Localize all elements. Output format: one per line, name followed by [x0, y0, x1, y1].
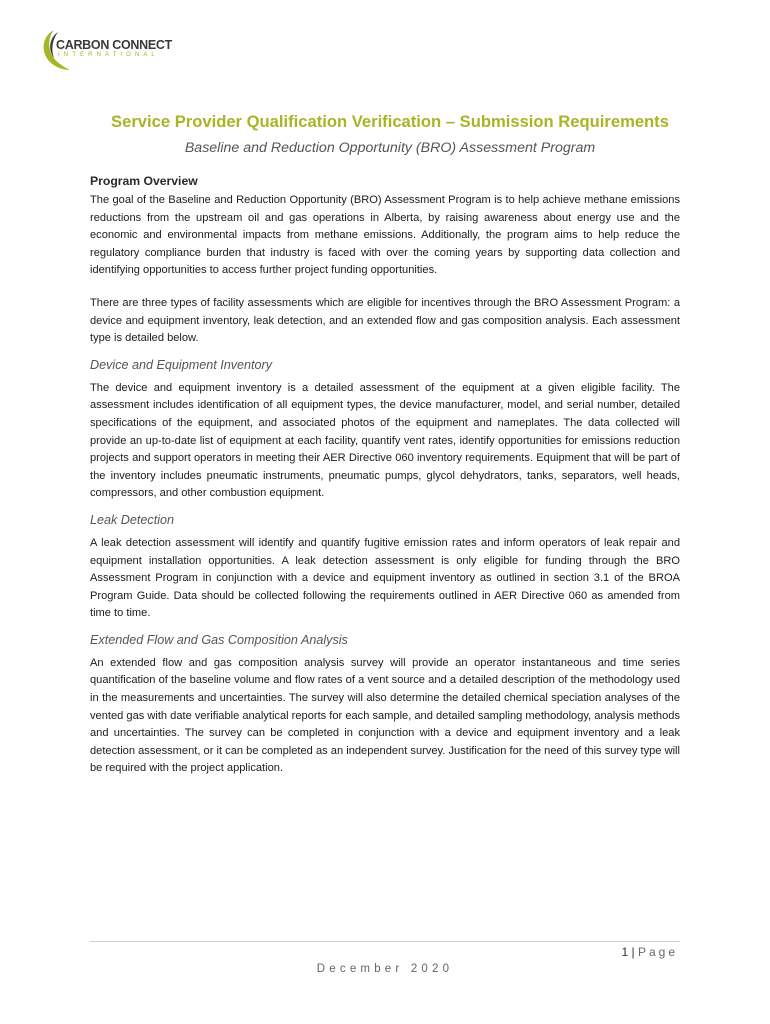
overview-paragraph-1: The goal of the Baseline and Reduction Opportunity (BRO) Assessment Program is to help achieve methane emissions reductions from the upstream oil and gas operations in Alberta, by raising awareness about energy use and the economic and environmental impacts from methane emissions. Additionally, the program aims to help reduce the regulatory compliance burden that industry is faced with over the coming years by supporting data collection and identifying opportunities to access further project funding opportunities.	[90, 194, 680, 277]
page-number-separator: |	[631, 945, 635, 959]
overview-paragraph-2: There are three types of facility assessments which are eligible for incentives through the BRO Assessment Program: a device and equipment inventory, leak detection, and an extended flow and gas composition analysis. Each assessment type is detailed below.	[90, 296, 680, 345]
footer-date: December 2020	[316, 963, 454, 975]
logo-wordmark: CARBON CONNECT	[56, 38, 172, 52]
logo-subtitle: INTERNATIONAL	[58, 52, 159, 58]
device-paragraph: The device and equipment inventory is a detailed assessment of the equipment at a given eligible facility. The assessment includes identification of all equipment types, the device manufacturer, model, and serial number, detailed specifications of the equipment, and associated photos of the equipment and nameplates. The data collected will provide an up-to-date list of equipment at each facility, quantify vent rates, identify opportunities for emissions reduction projects and support operators in meeting their AER Directive 060 inventory requirements. Equipment that will be part of the inventory includes pneumatic instruments, pneumatic pumps, glycol dehydrators, tanks, separators, well heads, compressors, and other combustion equipment.	[90, 381, 680, 500]
document-body	[90, 172, 680, 778]
page-number	[621, 945, 678, 959]
page-label: Page	[637, 945, 678, 959]
heading-device-inventory: Device and Equipment Inventory	[90, 357, 273, 372]
document-subtitle: Baseline and Reduction Opportunity (BRO) Assessment Program	[184, 140, 596, 156]
heading-leak-detection: Leak Detection	[90, 512, 175, 527]
page-number-value: 1	[621, 945, 629, 959]
footer-divider	[90, 941, 680, 942]
heading-extended-flow: Extended Flow and Gas Composition Analysis	[90, 632, 348, 647]
leak-paragraph: A leak detection assessment will identify and quantify fugitive emission rates and inform operators of leak repair and equipment installation opportunities. A leak detection assessment is only eligible for funding through the BRO Assessment Program in conjunction with a device and equipment inventory as outlined in section 3.1 of the BROA Program Guide. Data should be collected following the requirements outlined in AER Directive 060 as amended from time to time.	[90, 536, 680, 620]
document-title: Service Provider Qualification Verification – Submission Requirements	[111, 112, 669, 131]
company-logo	[40, 26, 180, 76]
extended-paragraph: An extended flow and gas composition analysis survey will provide an operator instantaneous and time series quantification of the baseline volume and flow rates of a vent source and a detailed description of the methodology used in the measurements and uncertainties. The survey will also determine the detailed chemical speciation analyses of the vented gas with date verifiable analytical reports for each sample, and detailed sampling methodology, analysis methods and uncertainties. The survey can be completed in conjunction with a device and equipment inventory and a leak detection assessment, or it can be completed as an independent survey. Justification for the need of this survey type will be required with the project application.	[90, 656, 680, 775]
heading-program-overview: Program Overview	[90, 174, 198, 188]
